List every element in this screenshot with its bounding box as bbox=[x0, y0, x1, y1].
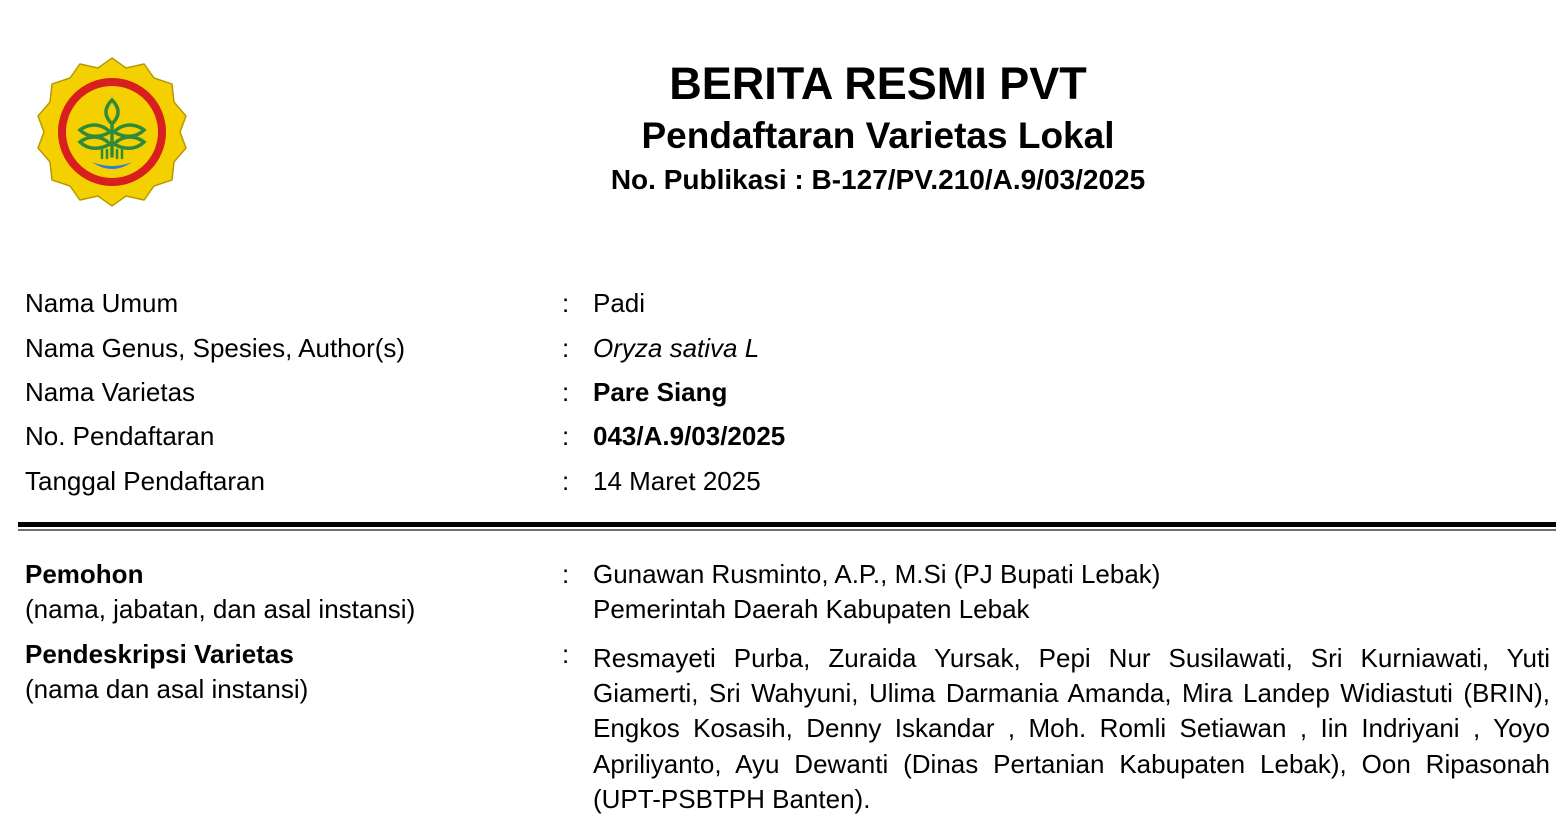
sublabel-pemohon: (nama, jabatan, dan asal instansi) bbox=[25, 594, 416, 624]
value-tanggal-pendaftaran: 14 Maret 2025 bbox=[593, 466, 761, 496]
label-pemohon: Pemohon bbox=[25, 559, 144, 589]
label-tanggal-pendaftaran: Tanggal Pendaftaran bbox=[25, 466, 265, 496]
colon: : bbox=[562, 333, 570, 363]
page-subtitle: Pendaftaran Varietas Lokal bbox=[641, 115, 1115, 156]
colon: : bbox=[562, 288, 570, 318]
value-pemohon-instansi: Pemerintah Daerah Kabupaten Lebak bbox=[593, 594, 1030, 624]
page-title: BERITA RESMI PVT bbox=[669, 58, 1087, 109]
value-nama-varietas: Pare Siang bbox=[593, 377, 728, 407]
colon: : bbox=[562, 639, 570, 669]
kementan-logo-icon bbox=[36, 52, 188, 208]
label-pendeskripsi: Pendeskripsi Varietas bbox=[25, 639, 294, 669]
value-no-pendaftaran: 043/A.9/03/2025 bbox=[593, 421, 786, 451]
value-pemohon-name: Gunawan Rusminto, A.P., M.Si (PJ Bupati Lebak) bbox=[593, 559, 1161, 589]
label-nama-umum: Nama Umum bbox=[25, 288, 179, 318]
value-nama-umum: Padi bbox=[593, 288, 646, 318]
colon: : bbox=[562, 421, 570, 451]
value-pendeskripsi: Resmayeti Purba, Zuraida Yursak, Pepi Nur Susilawati, Sri Kurniawati, Yuti Giamerti, Sri Wahyuni, Ulima Darmania Amanda, Mira Landep Widiastuti (BRIN), Engkos Kosasih, Denny Iskandar , Moh. Romli Setiawan , Iin Indriyani , Yoyo Apriliyanto, Ayu Dewanti (Dinas Pertanian Kabupaten Lebak), Oon Ripasonah (UPT-PSBTPH Banten). bbox=[593, 643, 1550, 814]
value-nama-genus: Oryza sativa L bbox=[593, 333, 760, 363]
colon: : bbox=[562, 377, 570, 407]
section-divider-thin bbox=[18, 529, 1556, 531]
label-nama-genus: Nama Genus, Spesies, Author(s) bbox=[25, 333, 406, 363]
sublabel-pendeskripsi: (nama dan asal instansi) bbox=[25, 674, 309, 704]
colon: : bbox=[562, 466, 570, 496]
publication-number: No. Publikasi : B-127/PV.210/A.9/03/2025 bbox=[610, 164, 1146, 195]
section-divider bbox=[18, 522, 1556, 527]
label-no-pendaftaran: No. Pendaftaran bbox=[25, 421, 215, 451]
label-nama-varietas: Nama Varietas bbox=[25, 377, 196, 407]
colon: : bbox=[562, 559, 570, 589]
